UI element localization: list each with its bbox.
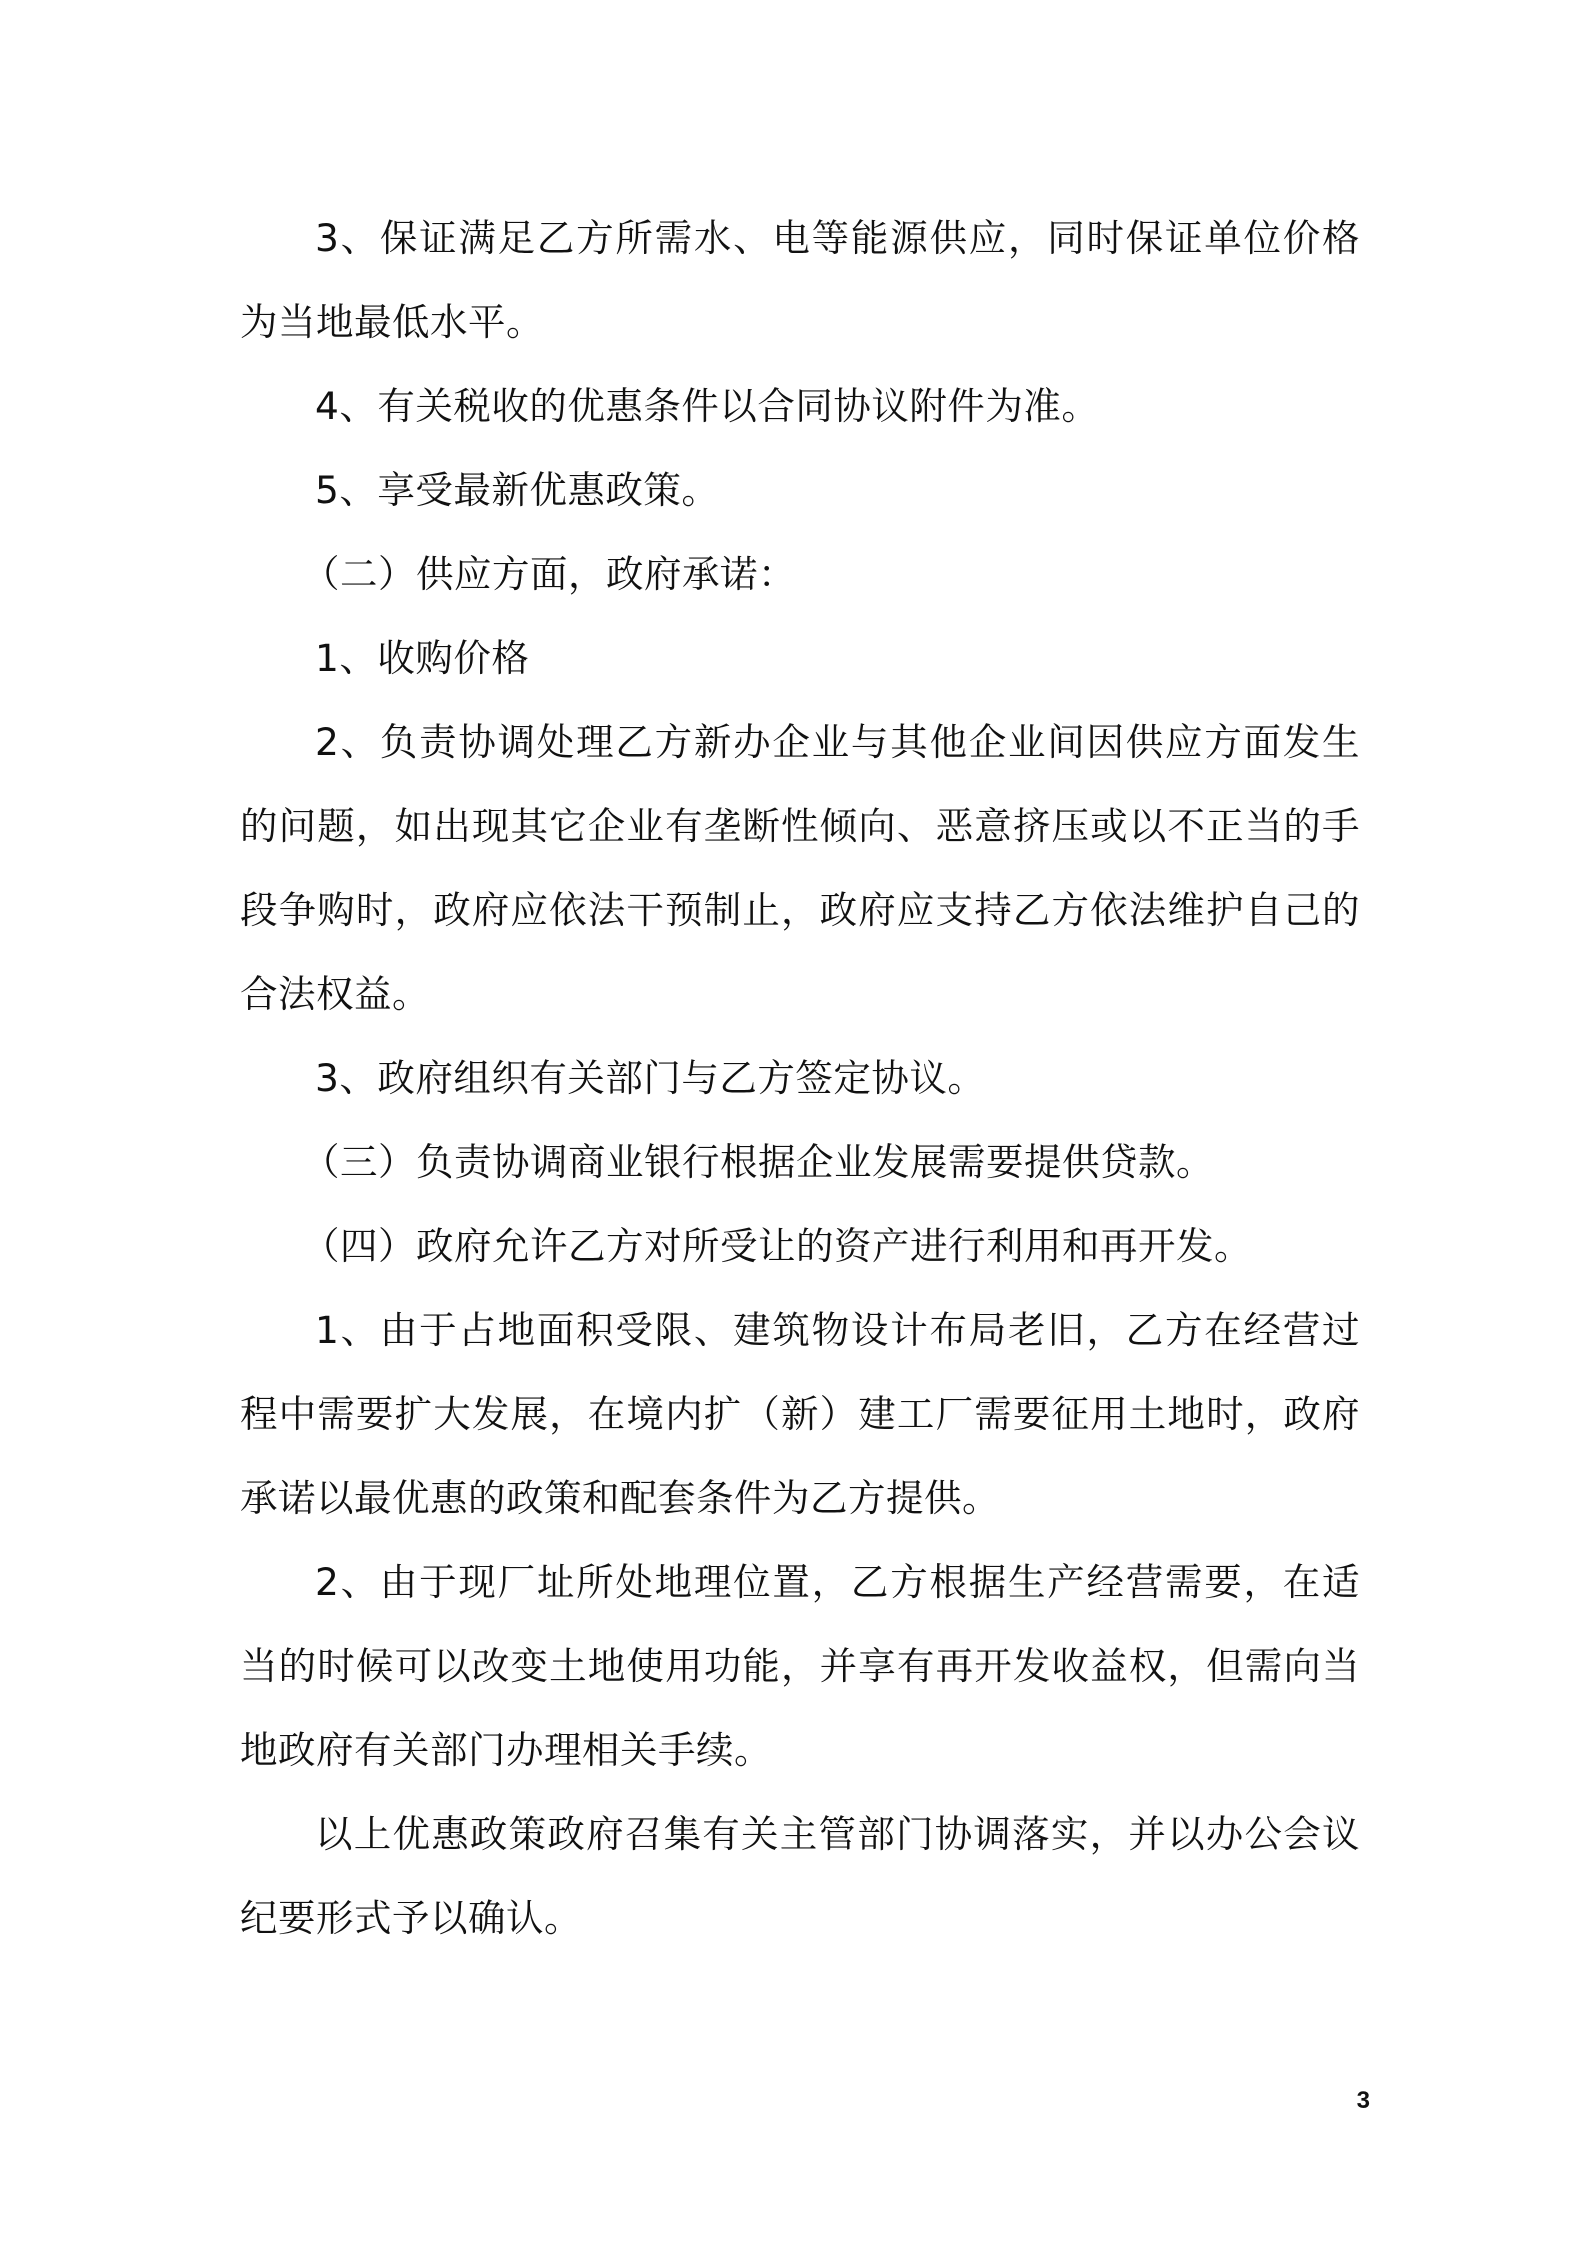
paragraph-item-5-latest-policy: 5、享受最新优惠政策。 — [315, 468, 720, 512]
paragraph-item-2-land-use: 2、由于现厂址所处地理位置，乙方根据生产经营需要，在适当的时候可以改变土地使用功能，并享有再开发收益权，但需向当地政府有关部门办理相关手续。 — [240, 1560, 1360, 1772]
paragraph-conclusion: 以上优惠政策政府召集有关主管部门协调落实，并以办公会议纪要形式予以确认。 — [240, 1812, 1360, 1940]
paragraph-item-1-land-expansion: 1、由于占地面积受限、建筑物设计布局老旧，乙方在经营过程中需要扩大发展，在境内扩（新）建工厂需要征用土地时，政府承诺以最优惠的政策和配套条件为乙方提供。 — [240, 1308, 1360, 1520]
section-heading-supply: （二）供应方面，政府承诺： — [302, 552, 796, 596]
page-number: 3 — [1356, 2087, 1370, 2114]
section-heading-loans: （三）负责协调商业银行根据企业发展需要提供贷款。 — [302, 1140, 1214, 1184]
paragraph-item-4-tax-incentives: 4、有关税收的优惠条件以合同协议附件为准。 — [315, 384, 1100, 428]
paragraph-item-2-coordination: 2、负责协调处理乙方新办企业与其他企业间因供应方面发生的问题，如出现其它企业有垄断性倾向、恶意挤压或以不正当的手段争购时，政府应依法干预制止，政府应支持乙方依法维护自己的合法权益。 — [240, 720, 1360, 1016]
paragraph-item-3-energy-supply: 3、保证满足乙方所需水、电等能源供应，同时保证单位价格为当地最低水平。 — [240, 216, 1360, 344]
document-body — [240, 196, 1360, 1960]
section-heading-assets: （四）政府允许乙方对所受让的资产进行利用和再开发。 — [302, 1224, 1252, 1268]
paragraph-item-1-purchase-price: 1、收购价格 — [315, 636, 530, 680]
paragraph-item-3-agreement: 3、政府组织有关部门与乙方签定协议。 — [315, 1056, 986, 1100]
